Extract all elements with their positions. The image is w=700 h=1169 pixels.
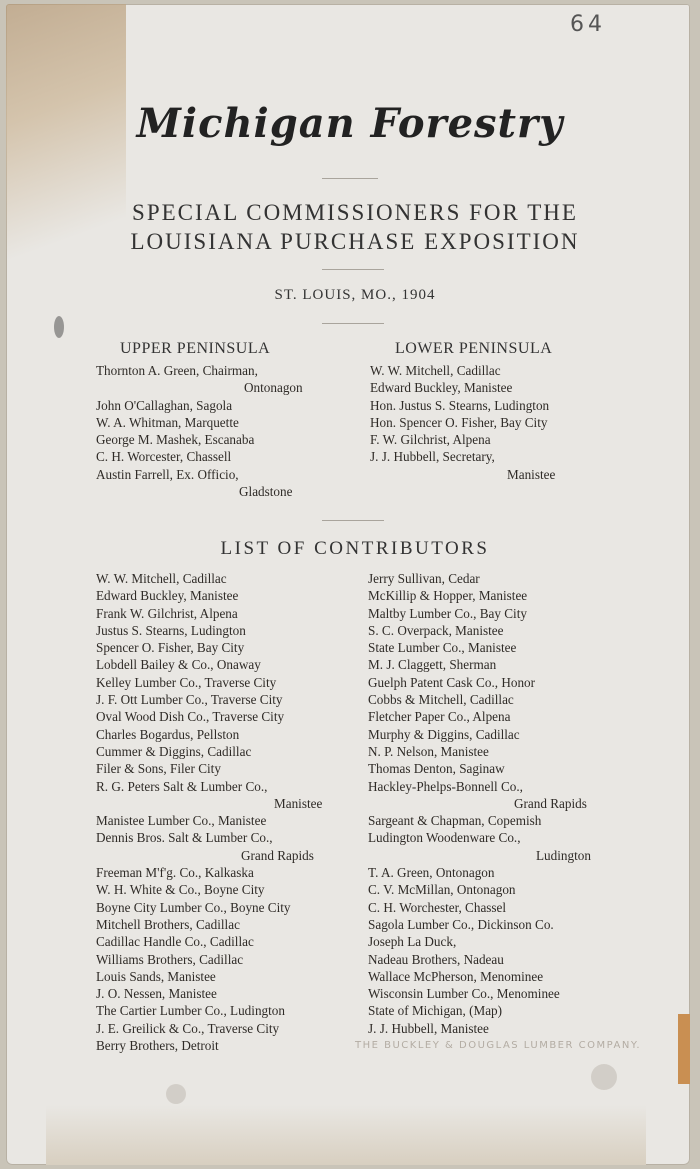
contributor-item: Filer & Sons, Filer City <box>96 761 221 777</box>
contributor-item: Sargeant & Chapman, Copemish <box>368 813 542 829</box>
contributor-item: Wisconsin Lumber Co., Menominee <box>368 986 560 1002</box>
contributor-item: Sagola Lumber Co., Dickinson Co. <box>368 916 554 932</box>
contributors-left-column <box>96 570 322 1054</box>
contributor-item: Lobdell Bailey & Co., Onaway <box>96 657 261 673</box>
contributor-item: Cadillac Handle Co., Cadillac <box>96 934 254 950</box>
contributor-item: Ludington <box>536 847 591 863</box>
contributor-item: Guelph Patent Cask Co., Honor <box>368 674 536 690</box>
list-item: Edward Buckley, Manistee <box>370 380 513 396</box>
stain-spot <box>591 1064 617 1090</box>
list-item: George M. Mashek, Escanaba <box>96 432 255 448</box>
contributor-item: N. P. Nelson, Manistee <box>368 743 489 759</box>
list-item: Thornton A. Green, Chairman, <box>96 363 258 378</box>
place-date: ST. LOUIS, MO., 1904 <box>274 287 436 303</box>
list-item: F. W. Gilchrist, Alpena <box>370 432 491 448</box>
page-number: 64 <box>570 12 606 37</box>
contributor-item: Williams Brothers, Cadillac <box>96 951 244 967</box>
contributor-item: J. F. Ott Lumber Co., Traverse City <box>96 692 283 708</box>
contributor-item: Fletcher Paper Co., Alpena <box>368 709 511 725</box>
contributor-item: Manistee Lumber Co., Manistee <box>96 813 267 829</box>
upper-peninsula-heading: UPPER PENINSULA <box>120 340 271 357</box>
contributor-item: W. W. Mitchell, Cadillac <box>96 571 227 586</box>
contributor-item: M. J. Claggett, Sherman <box>368 657 497 673</box>
list-item: John O'Callaghan, Sagola <box>96 397 233 413</box>
contributor-item: R. G. Peters Salt & Lumber Co., <box>96 778 268 794</box>
contributor-item: T. A. Green, Ontonagon <box>368 865 495 881</box>
list-item: J. J. Hubbell, Secretary, <box>370 449 495 465</box>
ink-spot <box>54 316 64 338</box>
contributors-right-column <box>368 570 591 1037</box>
contributor-item: J. O. Nessen, Manistee <box>96 986 217 1002</box>
contributor-item: State of Michigan, (Map) <box>368 1003 503 1019</box>
list-item: Manistee <box>507 466 556 482</box>
contributor-item: Wallace McPherson, Menominee <box>368 968 544 984</box>
contributor-item: Cummer & Diggins, Cadillac <box>96 743 252 759</box>
contributor-item: Dennis Bros. Salt & Lumber Co., <box>96 830 273 846</box>
upper-commissioners-list <box>96 362 303 500</box>
contributor-item: Hackley-Phelps-Bonnell Co., <box>368 778 523 794</box>
divider <box>322 269 384 270</box>
list-item: Ontonagon <box>244 380 303 396</box>
divider <box>322 178 378 179</box>
contributor-item: State Lumber Co., Manistee <box>368 640 517 656</box>
list-item: W. A. Whitman, Marquette <box>96 414 239 430</box>
contributor-item: Murphy & Diggins, Cadillac <box>368 726 520 742</box>
contributor-item: Ludington Woodenware Co., <box>368 830 521 846</box>
contributor-item: Joseph La Duck, <box>368 934 457 950</box>
page-title: Michigan Forestry <box>136 100 564 147</box>
contributor-item: C. H. Worchester, Chassel <box>368 899 507 915</box>
contributor-item: Charles Bogardus, Pellston <box>96 726 240 742</box>
torn-edge <box>678 1014 690 1084</box>
list-item: W. W. Mitchell, Cadillac <box>370 363 501 378</box>
contributor-item: Spencer O. Fisher, Bay City <box>96 640 245 656</box>
list-item: Austin Farrell, Ex. Officio, <box>96 466 239 482</box>
list-item: Gladstone <box>239 484 293 500</box>
lower-commissioners-list <box>370 362 555 483</box>
lower-peninsula-heading: LOWER PENINSULA <box>395 340 553 357</box>
contributors-heading: LIST OF CONTRIBUTORS <box>220 538 490 559</box>
contributor-item: W. H. White & Co., Boyne City <box>96 882 265 898</box>
contributor-item: Manistee <box>274 795 323 811</box>
stain-spot <box>166 1084 186 1104</box>
contributor-item: Frank W. Gilchrist, Alpena <box>96 605 238 621</box>
contributor-item: McKillip & Hopper, Manistee <box>368 588 528 604</box>
bottom-stain <box>46 1105 646 1165</box>
contributor-item: Oval Wood Dish Co., Traverse City <box>96 709 285 725</box>
contributor-item: The Cartier Lumber Co., Ludington <box>96 1003 285 1019</box>
contributor-item: Boyne City Lumber Co., Boyne City <box>96 899 291 915</box>
contributor-item: Mitchell Brothers, Cadillac <box>96 916 240 932</box>
contributor-item: Maltby Lumber Co., Bay City <box>368 605 527 621</box>
divider <box>322 323 384 324</box>
subtitle-line-2: LOUISIANA PURCHASE EXPOSITION <box>130 229 580 254</box>
contributor-item: Berry Brothers, Detroit <box>96 1038 219 1054</box>
contributor-item: Justus S. Stearns, Ludington <box>96 622 246 638</box>
water-stain <box>6 4 126 304</box>
contributor-item: Kelley Lumber Co., Traverse City <box>96 674 277 690</box>
contributor-item: Louis Sands, Manistee <box>96 968 216 984</box>
contributor-item: S. C. Overpack, Manistee <box>368 622 504 638</box>
contributor-item: Jerry Sullivan, Cedar <box>368 571 480 586</box>
list-item: Hon. Justus S. Stearns, Ludington <box>370 397 550 413</box>
contributor-item: J. J. Hubbell, Manistee <box>368 1020 489 1036</box>
contributor-item: Thomas Denton, Saginaw <box>368 761 505 777</box>
contributor-item: Grand Rapids <box>241 847 314 863</box>
contributor-item: Cobbs & Mitchell, Cadillac <box>368 692 514 708</box>
divider <box>322 520 384 521</box>
contributor-item: C. V. McMillan, Ontonagon <box>368 882 516 898</box>
contributor-item: J. E. Greilick & Co., Traverse City <box>96 1020 280 1036</box>
list-item: Hon. Spencer O. Fisher, Bay City <box>370 414 548 430</box>
company-stamp: THE BUCKLEY & DOUGLAS LUMBER COMPANY. <box>355 1040 642 1051</box>
contributor-item: Grand Rapids <box>514 795 587 811</box>
contributor-item: Edward Buckley, Manistee <box>96 588 239 604</box>
list-item: C. H. Worcester, Chassell <box>96 449 232 465</box>
contributor-item: Nadeau Brothers, Nadeau <box>368 951 504 967</box>
subtitle-line-1: SPECIAL COMMISSIONERS FOR THE <box>132 200 578 225</box>
contributor-item: Freeman M'f'g. Co., Kalkaska <box>96 865 254 881</box>
